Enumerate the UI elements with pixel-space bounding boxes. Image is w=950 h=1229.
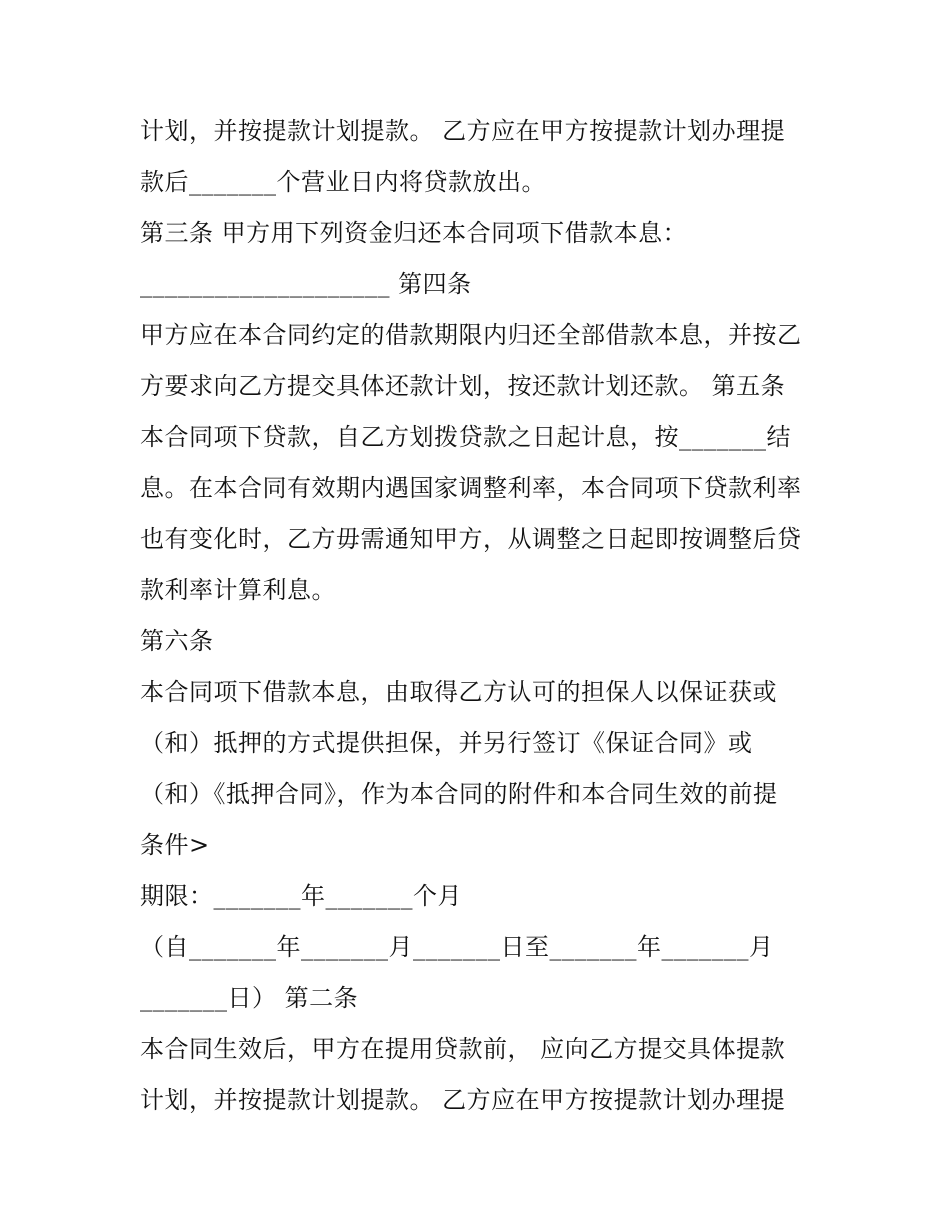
text-line-10: 款利率计算利息。 [140,576,336,604]
text-line-12: 本合同项下借款本息，由取得乙方认可的担保人以保证获或 [140,678,777,706]
text-line-8: 息。在本合同有效期内遇国家调整利率，本合同项下贷款利率 [140,474,802,502]
contract-text-block [140,106,820,1126]
text-line-7: 本合同项下贷款，自乙方划拨贷款之日起计息，按_______结 [140,423,791,451]
text-line-6: 方要求向乙方提交具体还款计划，按还款计划还款。 第五条 [140,372,786,400]
text-line-17: （自_______年_______月_______日至_______年_______月 [140,933,774,961]
text-line-19: 本合同生效后，甲方在提用贷款前， 应向乙方提交具体提款 [140,1035,786,1063]
text-line-18: _______日） 第二条 [140,984,359,1012]
text-line-11: 第六条 [140,627,214,655]
text-line-20: 计划，并按提款计划提款。 乙方应在甲方按提款计划办理提 [140,1086,786,1114]
text-line-13: （和）抵押的方式提供担保，并另行签订《保证合同》或 [140,729,753,757]
text-line-4: ____________________ 第四条 [140,270,472,298]
text-line-1: 计划，并按提款计划提款。 乙方应在甲方按提款计划办理提 [140,117,786,145]
text-line-16: 期限：_______年_______个月 [140,882,462,910]
text-line-14: （和）《抵押合同》，作为本合同的附件和本合同生效的前提 [140,780,778,808]
text-line-5: 甲方应在本合同约定的借款期限内归还全部借款本息，并按乙 [140,321,802,349]
text-line-15: 条件> [140,831,210,859]
text-line-9: 也有变化时，乙方毋需通知甲方，从调整之日起即按调整后贷 [140,525,802,553]
text-line-3: 第三条 甲方用下列资金归还本合同项下借款本息： [140,219,688,247]
text-line-2: 款后_______个营业日内将贷款放出。 [140,168,546,196]
